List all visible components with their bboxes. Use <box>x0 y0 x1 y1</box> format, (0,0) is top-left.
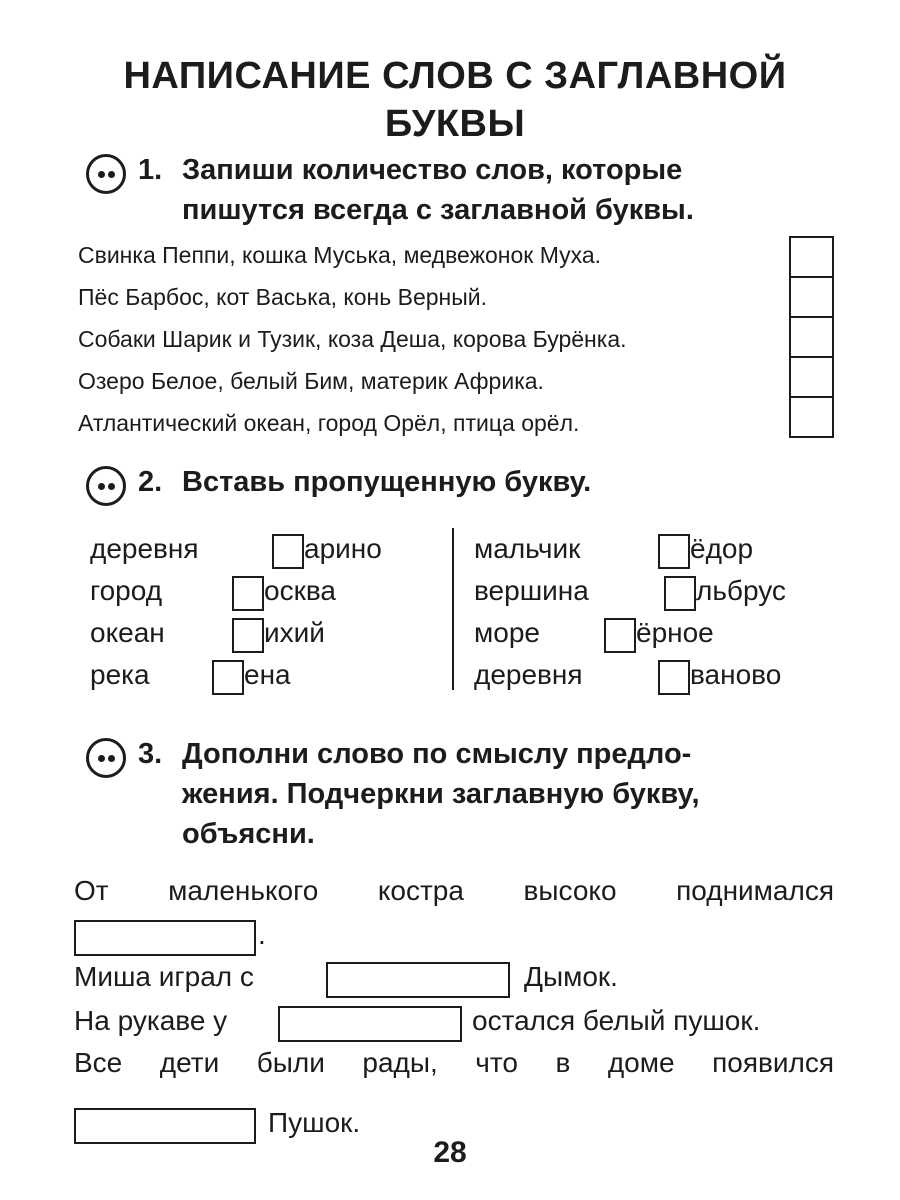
task1-line: Собаки Шарик и Тузик, коза Деша, корова Бурёнка. <box>78 326 627 352</box>
task2-left-column <box>90 528 440 696</box>
task3-number: 3. <box>138 738 163 770</box>
letter-box[interactable] <box>658 660 690 695</box>
task2-row <box>90 612 440 654</box>
task2-word: река <box>90 659 150 690</box>
task1-lines <box>78 234 778 444</box>
title-line-2: БУКВЫ <box>384 103 526 145</box>
task2-word-rest: ена <box>244 659 291 690</box>
letter-box[interactable] <box>232 618 264 653</box>
task3-instruction-line-1: Дополни слово по смыслу предло- <box>182 738 692 770</box>
task2-right-column <box>474 528 834 696</box>
answer-box[interactable] <box>789 236 834 278</box>
task2-row <box>474 654 834 696</box>
task1-line: Пёс Барбос, кот Васька, конь Верный. <box>78 284 488 310</box>
task1-line: Атлантический океан, город Орёл, птица орёл. <box>78 410 580 436</box>
letter-box[interactable] <box>664 576 696 611</box>
task2-word: море <box>474 617 540 648</box>
task2-row <box>90 570 440 612</box>
eyes-icon <box>86 154 126 194</box>
answer-box[interactable] <box>789 316 834 358</box>
task1-header <box>138 150 834 230</box>
task2-word-rest: арино <box>304 533 382 564</box>
sentence-2-start: Миша играл с <box>74 961 254 992</box>
task2-word: деревня <box>90 533 199 564</box>
eyes-icon <box>86 738 126 778</box>
title-line-1: НАПИСАНИЕ СЛОВ С ЗАГЛАВНОЙ <box>123 55 787 97</box>
task2-word-rest: ёдор <box>690 533 754 564</box>
task2-word: деревня <box>474 659 583 690</box>
task3-instruction-line-2: жения. Подчеркни заглавную букву, <box>182 778 700 810</box>
task1-answer-boxes <box>789 236 836 438</box>
task1-instruction-line-1: Запиши количество слов, которые <box>182 154 683 186</box>
answer-field[interactable] <box>74 920 256 956</box>
task2-header <box>138 462 834 502</box>
task2-word: вершина <box>474 575 589 606</box>
answer-field[interactable] <box>326 962 510 998</box>
answer-field[interactable] <box>278 1006 462 1042</box>
task2-row <box>90 654 440 696</box>
task2-word: океан <box>90 617 165 648</box>
sentence-4-text: Все дети были рады, что в доме появился <box>74 1047 834 1078</box>
answer-box[interactable] <box>789 276 834 318</box>
task1-line: Озеро Белое, белый Бим, материк Африка. <box>78 368 544 394</box>
letter-box[interactable] <box>212 660 244 695</box>
sentence-2-end: Дымок. <box>524 961 618 992</box>
letter-box[interactable] <box>658 534 690 569</box>
letter-box[interactable] <box>604 618 636 653</box>
task2-number: 2. <box>138 466 163 498</box>
sentence-1-end: . <box>258 919 266 950</box>
column-divider <box>452 528 454 690</box>
task2-instruction: Вставь пропущенную букву. <box>182 466 592 498</box>
page-number: 28 <box>433 1136 467 1169</box>
task2-word-rest: осква <box>264 575 336 606</box>
sentence-1-text: От маленького костра высоко поднимался <box>74 875 834 906</box>
task1-number: 1. <box>138 154 163 186</box>
task2-row <box>474 528 834 570</box>
task2-word-rest: ваново <box>690 659 782 690</box>
task2-row <box>474 612 834 654</box>
task1-instruction-line-2: пишутся всегда с заглавной буквы. <box>182 194 694 226</box>
sentence-3-start: На рукаве у <box>74 1005 228 1036</box>
task3-instruction-line-3: объясни. <box>182 818 315 850</box>
task2-word-rest: льбрус <box>696 575 786 606</box>
eyes-icon <box>86 466 126 506</box>
letter-box[interactable] <box>232 576 264 611</box>
task1-line: Свинка Пеппи, кошка Муська, медвежонок Муха. <box>78 242 602 268</box>
task2-word: город <box>90 575 163 606</box>
task2-word: мальчик <box>474 533 581 564</box>
answer-box[interactable] <box>789 396 834 438</box>
letter-box[interactable] <box>272 534 304 569</box>
task2-row <box>90 528 440 570</box>
task3-header <box>138 734 834 854</box>
answer-box[interactable] <box>789 356 834 398</box>
sentence-4-end: Пушок. <box>268 1107 361 1138</box>
task2-word-rest: ёрное <box>636 617 714 648</box>
task2-row <box>474 570 834 612</box>
sentence-3-end: остался белый пушок. <box>472 1005 761 1036</box>
page-title <box>60 52 850 148</box>
task2-word-rest: ихий <box>264 617 325 648</box>
